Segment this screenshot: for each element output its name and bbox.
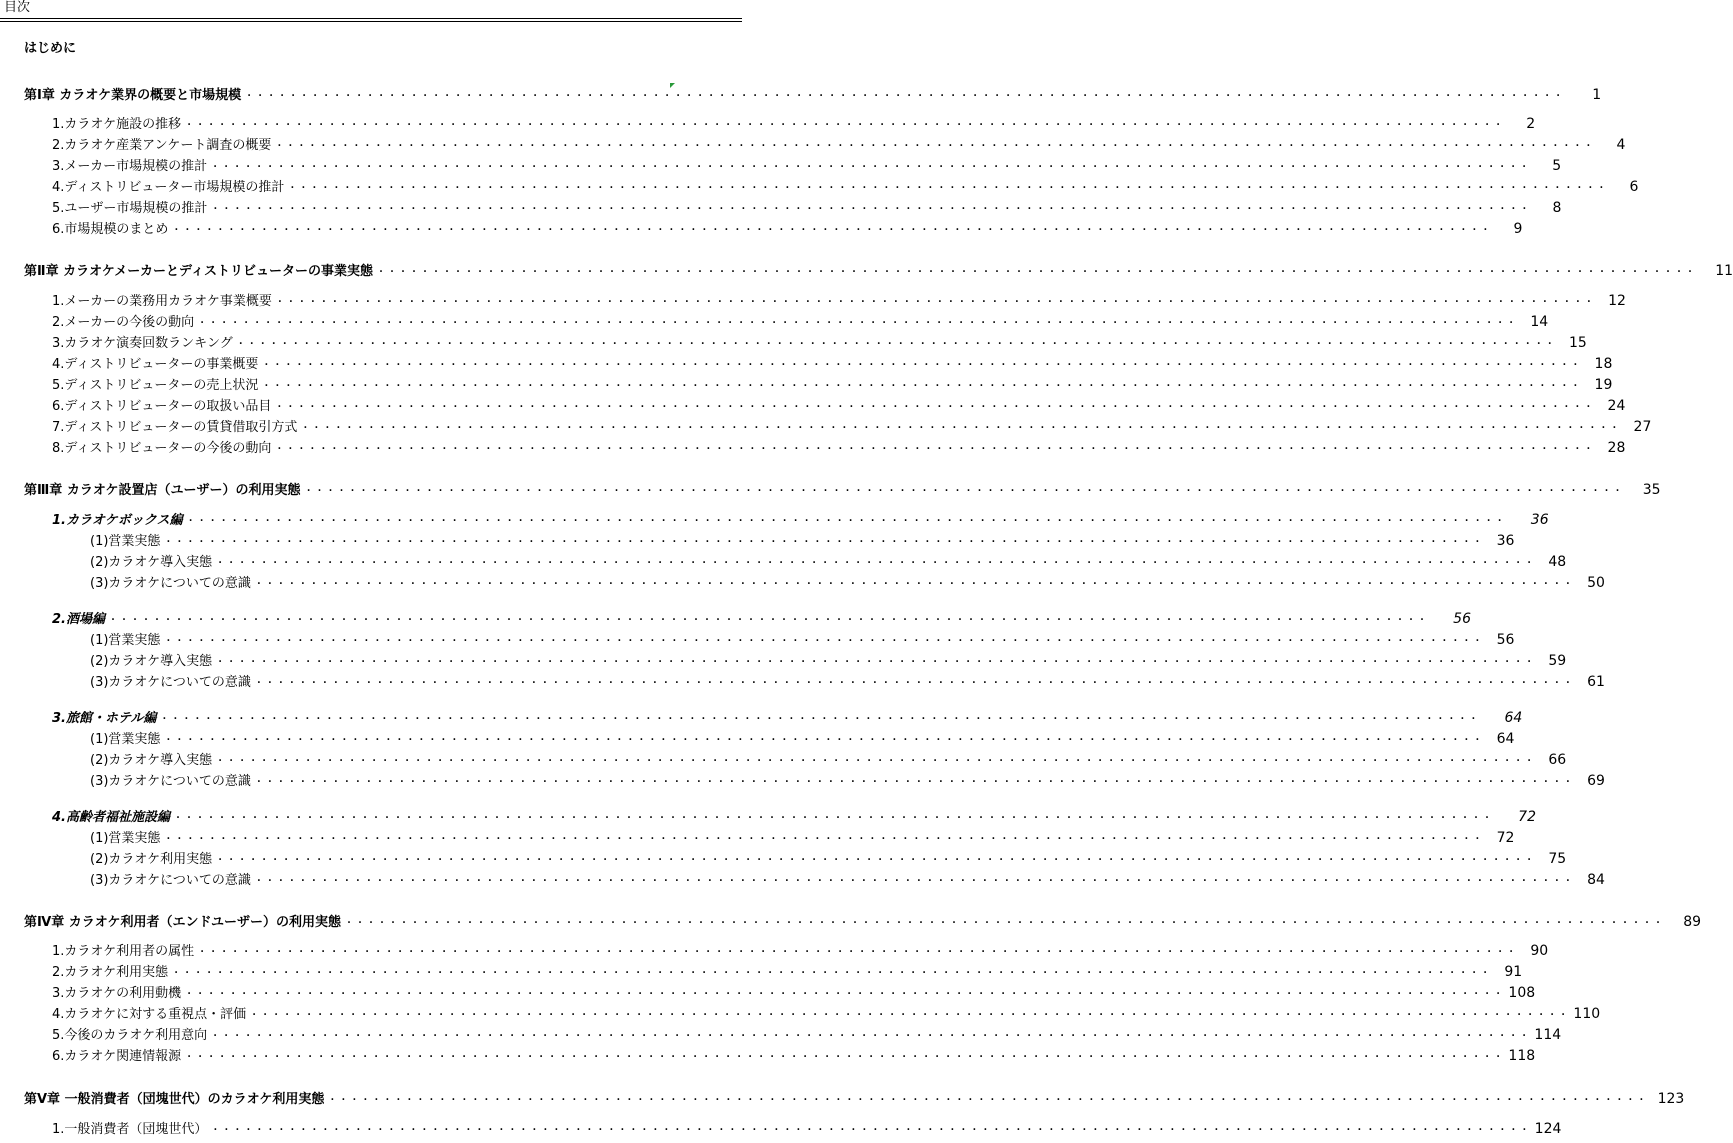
section-entry[interactable]: [52, 199, 1562, 219]
section-entry[interactable]: [52, 942, 1549, 962]
page-number: 9: [1513, 221, 1523, 237]
page-number: 8: [1552, 200, 1562, 216]
entry-label: 第Ⅳ章 カラオケ利用者（エンドユーザー）の利用実態: [24, 915, 342, 930]
entry-label: 1.カラオケ施設の推移: [52, 117, 182, 132]
dot-leader: ・・・・・・・・・・・・・・・・・・・・・・・・・・・・・・・・・・・・・・・・・・・・・・・・・・・・・・・・・・・・・・・・・・・・・・・・・・・・・・・・・・・・・・・・・・・・・・・・・・・・・・・・・・・・・・・・・・・・・・・・: [249, 1010, 1570, 1021]
page-number: 11: [1715, 263, 1733, 279]
entry-label: 4.ディストリビューターの事業概要: [52, 357, 259, 372]
section-entry[interactable]: [52, 963, 1523, 983]
dot-leader: ・・・・・・・・・・・・・・・・・・・・・・・・・・・・・・・・・・・・・・・・・・・・・・・・・・・・・・・・・・・・・・・・・・・・・・・・・・・・・・・・・・・・・・・・・・・・・・・・・・・・・・・・・・・・・・・・・・・・・・・・: [215, 558, 1536, 569]
section-entry[interactable]: [52, 439, 1626, 459]
dot-leader: ・・・・・・・・・・・・・・・・・・・・・・・・・・・・・・・・・・・・・・・・・・・・・・・・・・・・・・・・・・・・・・・・・・・・・・・・・・・・・・・・・・・・・・・・・・・・・・・・・・・・・・・・・・・・・・・・・・・・・・・・: [274, 444, 1595, 455]
dot-leader: ・・・・・・・・・・・・・・・・・・・・・・・・・・・・・・・・・・・・・・・・・・・・・・・・・・・・・・・・・・・・・・・・・・・・・・・・・・・・・・・・・・・・・・・・・・・・・・・・・・・・・・・・・・・・・・・・・・・・・・・・: [253, 678, 1574, 689]
page-number: 56: [1453, 611, 1471, 627]
page-number: 18: [1594, 356, 1613, 372]
entry-label: 2.カラオケ産業アンケート調査の概要: [52, 138, 272, 153]
entry-label: 5.今後のカラオケ利用意向: [52, 1028, 208, 1043]
page-number: 27: [1633, 419, 1652, 435]
dot-leader: ・・・・・・・・・・・・・・・・・・・・・・・・・・・・・・・・・・・・・・・・・・・・・・・・・・・・・・・・・・・・・・・・・・・・・・・・・・・・・・・・・・・・・・・・・・・・・・・・・・・・・・・・・・・・・・・・・・・・・・・・: [163, 537, 1484, 548]
item-entry[interactable]: [90, 730, 1515, 750]
dot-leader: ・・・・・・・・・・・・・・・・・・・・・・・・・・・・・・・・・・・・・・・・・・・・・・・・・・・・・・・・・・・・・・・・・・・・・・・・・・・・・・・・・・・・・・・・・・・・・・・・・・・・・・・・・・・・・・・・・・・・・・・・: [197, 947, 1518, 958]
page-number: 1: [1592, 87, 1602, 103]
dot-leader: ・・・・・・・・・・・・・・・・・・・・・・・・・・・・・・・・・・・・・・・・・・・・・・・・・・・・・・・・・・・・・・・・・・・・・・・・・・・・・・・・・・・・・・・・・・・・・・・・・・・・・・・・・・・・・・・・・・・・・・・・: [215, 657, 1536, 668]
page-number: 124: [1534, 1121, 1562, 1137]
section-entry[interactable]: [52, 418, 1652, 438]
subsection-entry[interactable]: [52, 610, 1471, 630]
entry-label: (3)カラオケについての意識: [90, 774, 251, 789]
entry-label: 3.メーカー市場規模の推計: [52, 159, 208, 174]
entry-label: (3)カラオケについての意識: [90, 675, 251, 690]
dot-leader: ・・・・・・・・・・・・・・・・・・・・・・・・・・・・・・・・・・・・・・・・・・・・・・・・・・・・・・・・・・・・・・・・・・・・・・・・・・・・・・・・・・・・・・・・・・・・・・・・・・・・・・・・・・・・・・・・・・・・・・・・: [159, 714, 1480, 725]
dot-leader: ・・・・・・・・・・・・・・・・・・・・・・・・・・・・・・・・・・・・・・・・・・・・・・・・・・・・・・・・・・・・・・・・・・・・・・・・・・・・・・・・・・・・・・・・・・・・・・・・・・・・・・・・・・・・・・・・・・・・・・・・: [215, 756, 1536, 767]
entry-label: (3)カラオケについての意識: [90, 576, 251, 591]
section-entry[interactable]: [52, 220, 1523, 240]
entry-label: 第Ⅰ章 カラオケ業界の概要と市場規模: [24, 88, 242, 103]
page-number: 6: [1629, 179, 1639, 195]
page-number: 64: [1504, 710, 1523, 726]
entry-label: (1)営業実態: [90, 732, 161, 747]
entry-label: 8.ディストリビューターの今後の動向: [52, 441, 272, 456]
page-number: 118: [1508, 1048, 1536, 1064]
entry-label: 5.ユーザー市場規模の推計: [52, 201, 208, 216]
entry-label: 2.酒場編: [52, 612, 105, 627]
dot-leader: ・・・・・・・・・・・・・・・・・・・・・・・・・・・・・・・・・・・・・・・・・・・・・・・・・・・・・・・・・・・・・・・・・・・・・・・・・・・・・・・・・・・・・・・・・・・・・・・・・・・・・・・・・・・・・・・・・・・・・・・・: [184, 120, 1505, 131]
item-entry[interactable]: [90, 574, 1605, 594]
section-entry[interactable]: [52, 178, 1639, 198]
entry-label: 1.カラオケボックス編: [52, 513, 183, 528]
page-number: 66: [1548, 752, 1567, 768]
section-entry[interactable]: [52, 1026, 1562, 1046]
page-number: 91: [1504, 964, 1523, 980]
dot-leader: ・・・・・・・・・・・・・・・・・・・・・・・・・・・・・・・・・・・・・・・・・・・・・・・・・・・・・・・・・・・・・・・・・・・・・・・・・・・・・・・・・・・・・・・・・・・・・・・・・・・・・・・・・・・・・・・・・・・・・・・・: [376, 267, 1697, 278]
page-number: 84: [1587, 872, 1605, 888]
chapter-entry[interactable]: [24, 262, 1733, 282]
section-entry[interactable]: [52, 1120, 1562, 1140]
dot-leader: ・・・・・・・・・・・・・・・・・・・・・・・・・・・・・・・・・・・・・・・・・・・・・・・・・・・・・・・・・・・・・・・・・・・・・・・・・・・・・・・・・・・・・・・・・・・・・・・・・・・・・・・・・・・・・・・・・・・・・・・・: [210, 162, 1531, 173]
item-entry[interactable]: [90, 829, 1515, 849]
dot-leader: ・・・・・・・・・・・・・・・・・・・・・・・・・・・・・・・・・・・・・・・・・・・・・・・・・・・・・・・・・・・・・・・・・・・・・・・・・・・・・・・・・・・・・・・・・・・・・・・・・・・・・・・・・・・・・・・・・・・・・・・・: [303, 486, 1624, 497]
entry-label: 3.旅館・ホテル編: [52, 711, 157, 726]
dot-leader: ・・・・・・・・・・・・・・・・・・・・・・・・・・・・・・・・・・・・・・・・・・・・・・・・・・・・・・・・・・・・・・・・・・・・・・・・・・・・・・・・・・・・・・・・・・・・・・・・・・・・・・・・・・・・・・・・・・・・・・・・: [107, 615, 1428, 626]
page-number: 59: [1548, 653, 1567, 669]
page-number: 19: [1594, 377, 1613, 393]
dot-leader: ・・・・・・・・・・・・・・・・・・・・・・・・・・・・・・・・・・・・・・・・・・・・・・・・・・・・・・・・・・・・・・・・・・・・・・・・・・・・・・・・・・・・・・・・・・・・・・・・・・・・・・・・・・・・・・・・・・・・・・・・: [163, 735, 1484, 746]
item-entry[interactable]: [90, 673, 1605, 693]
page-number: 69: [1587, 773, 1605, 789]
section-entry[interactable]: [52, 334, 1587, 354]
entry-label: 6.カラオケ関連情報源: [52, 1049, 182, 1064]
section-entry[interactable]: [52, 355, 1613, 375]
dot-leader: ・・・・・・・・・・・・・・・・・・・・・・・・・・・・・・・・・・・・・・・・・・・・・・・・・・・・・・・・・・・・・・・・・・・・・・・・・・・・・・・・・・・・・・・・・・・・・・・・・・・・・・・・・・・・・・・・・・・・・・・・: [274, 402, 1595, 413]
page-number: 28: [1607, 440, 1626, 456]
dot-leader: ・・・・・・・・・・・・・・・・・・・・・・・・・・・・・・・・・・・・・・・・・・・・・・・・・・・・・・・・・・・・・・・・・・・・・・・・・・・・・・・・・・・・・・・・・・・・・・・・・・・・・・・・・・・・・・・・・・・・・・・・: [244, 91, 1565, 102]
header-title: 目次: [4, 0, 31, 15]
entry-label: 1.カラオケ利用者の属性: [52, 944, 195, 959]
entry-label: 5.ディストリビューターの売上状況: [52, 378, 259, 393]
entry-label: (2)カラオケ利用実態: [90, 852, 213, 867]
entry-label: 6.ディストリビューターの取扱い品目: [52, 399, 272, 414]
dot-leader: ・・・・・・・・・・・・・・・・・・・・・・・・・・・・・・・・・・・・・・・・・・・・・・・・・・・・・・・・・・・・・・・・・・・・・・・・・・・・・・・・・・・・・・・・・・・・・・・・・・・・・・・・・・・・・・・・・・・・・・・・: [184, 989, 1505, 1000]
page-number: 2: [1526, 116, 1536, 132]
dot-leader: ・・・・・・・・・・・・・・・・・・・・・・・・・・・・・・・・・・・・・・・・・・・・・・・・・・・・・・・・・・・・・・・・・・・・・・・・・・・・・・・・・・・・・・・・・・・・・・・・・・・・・・・・・・・・・・・・・・・・・・・・: [215, 855, 1536, 866]
section-entry[interactable]: [52, 115, 1536, 135]
entry-label: (3)カラオケについての意識: [90, 873, 251, 888]
page-number: 90: [1530, 943, 1549, 959]
entry-label: 4.ディストリビューター市場規模の推計: [52, 180, 285, 195]
item-entry[interactable]: [90, 532, 1515, 552]
page-number: 64: [1496, 731, 1515, 747]
dot-leader: ・・・・・・・・・・・・・・・・・・・・・・・・・・・・・・・・・・・・・・・・・・・・・・・・・・・・・・・・・・・・・・・・・・・・・・・・・・・・・・・・・・・・・・・・・・・・・・・・・・・・・・・・・・・・・・・・・・・・・・・・: [344, 918, 1665, 929]
dot-leader: ・・・・・・・・・・・・・・・・・・・・・・・・・・・・・・・・・・・・・・・・・・・・・・・・・・・・・・・・・・・・・・・・・・・・・・・・・・・・・・・・・・・・・・・・・・・・・・・・・・・・・・・・・・・・・・・・・・・・・・・・: [210, 1031, 1531, 1042]
chapter-entry[interactable]: [24, 1090, 1685, 1110]
item-entry[interactable]: [90, 553, 1567, 573]
section-entry[interactable]: [52, 292, 1626, 312]
section-entry[interactable]: [52, 1047, 1536, 1067]
item-entry[interactable]: [90, 850, 1567, 870]
page-number: 72: [1518, 809, 1536, 825]
dot-leader: ・・・・・・・・・・・・・・・・・・・・・・・・・・・・・・・・・・・・・・・・・・・・・・・・・・・・・・・・・・・・・・・・・・・・・・・・・・・・・・・・・・・・・・・・・・・・・・・・・・・・・・・・・・・・・・・・・・・・・・・・: [184, 1052, 1505, 1063]
entry-label: 6.市場規模のまとめ: [52, 222, 169, 237]
entry-label: 4.カラオケに対する重視点・評価: [52, 1007, 247, 1022]
page-number: 4: [1616, 137, 1626, 153]
section-entry[interactable]: [52, 984, 1536, 1004]
page-number: 50: [1587, 575, 1605, 591]
page-number: 56: [1496, 632, 1515, 648]
entry-label: (1)営業実態: [90, 633, 161, 648]
section-entry[interactable]: [52, 157, 1562, 177]
dot-leader: ・・・・・・・・・・・・・・・・・・・・・・・・・・・・・・・・・・・・・・・・・・・・・・・・・・・・・・・・・・・・・・・・・・・・・・・・・・・・・・・・・・・・・・・・・・・・・・・・・・・・・・・・・・・・・・・・・・・・・・・・: [185, 516, 1506, 527]
dot-leader: ・・・・・・・・・・・・・・・・・・・・・・・・・・・・・・・・・・・・・・・・・・・・・・・・・・・・・・・・・・・・・・・・・・・・・・・・・・・・・・・・・・・・・・・・・・・・・・・・・・・・・・・・・・・・・・・・・・・・・・・・: [274, 297, 1595, 308]
dot-leader: ・・・・・・・・・・・・・・・・・・・・・・・・・・・・・・・・・・・・・・・・・・・・・・・・・・・・・・・・・・・・・・・・・・・・・・・・・・・・・・・・・・・・・・・・・・・・・・・・・・・・・・・・・・・・・・・・・・・・・・・・: [163, 834, 1484, 845]
dot-leader: ・・・・・・・・・・・・・・・・・・・・・・・・・・・・・・・・・・・・・・・・・・・・・・・・・・・・・・・・・・・・・・・・・・・・・・・・・・・・・・・・・・・・・・・・・・・・・・・・・・・・・・・・・・・・・・・・・・・・・・・・: [253, 876, 1574, 887]
page-number: 35: [1642, 482, 1661, 498]
entry-label: (2)カラオケ導入実態: [90, 753, 213, 768]
subsection-entry[interactable]: [52, 709, 1523, 729]
entry-label: (2)カラオケ導入実態: [90, 654, 213, 669]
page-number: 110: [1573, 1006, 1601, 1022]
item-entry[interactable]: [90, 631, 1515, 651]
page-number: 36: [1530, 512, 1549, 528]
section-entry[interactable]: [52, 313, 1549, 333]
section-entry[interactable]: [52, 376, 1613, 396]
entry-label: 1.メーカーの業務用カラオケ事業概要: [52, 294, 272, 309]
entry-label: (2)カラオケ導入実態: [90, 555, 213, 570]
entry-label: 3.カラオケ演奏回数ランキング: [52, 336, 233, 351]
item-entry[interactable]: [90, 751, 1567, 771]
entry-label: 1.一般消費者（団塊世代）: [52, 1122, 208, 1137]
entry-label: (1)営業実態: [90, 831, 161, 846]
dot-leader: ・・・・・・・・・・・・・・・・・・・・・・・・・・・・・・・・・・・・・・・・・・・・・・・・・・・・・・・・・・・・・・・・・・・・・・・・・・・・・・・・・・・・・・・・・・・・・・・・・・・・・・・・・・・・・・・・・・・・・・・・: [235, 339, 1556, 350]
page-number: 5: [1552, 158, 1562, 174]
subsection-entry[interactable]: [52, 511, 1549, 531]
entry-label: 2.メーカーの今後の動向: [52, 315, 195, 330]
entry-label: 3.カラオケの利用動機: [52, 986, 182, 1001]
item-entry[interactable]: [90, 772, 1605, 792]
dot-leader: ・・・・・・・・・・・・・・・・・・・・・・・・・・・・・・・・・・・・・・・・・・・・・・・・・・・・・・・・・・・・・・・・・・・・・・・・・・・・・・・・・・・・・・・・・・・・・・・・・・・・・・・・・・・・・・・・・・・・・・・・: [253, 579, 1574, 590]
entry-label: 2.カラオケ利用実態: [52, 965, 169, 980]
intro-heading: はじめに: [24, 41, 77, 56]
page-number: 114: [1534, 1027, 1562, 1043]
page-number: 61: [1587, 674, 1605, 690]
item-entry[interactable]: [90, 652, 1567, 672]
page-number: 72: [1496, 830, 1515, 846]
page-number: 75: [1548, 851, 1567, 867]
entry-label: 7.ディストリビューターの賃貸借取引方式: [52, 420, 298, 435]
dot-leader: ・・・・・・・・・・・・・・・・・・・・・・・・・・・・・・・・・・・・・・・・・・・・・・・・・・・・・・・・・・・・・・・・・・・・・・・・・・・・・・・・・・・・・・・・・・・・・・・・・・・・・・・・・・・・・・・・・・・・・・・・: [171, 968, 1492, 979]
dot-leader: ・・・・・・・・・・・・・・・・・・・・・・・・・・・・・・・・・・・・・・・・・・・・・・・・・・・・・・・・・・・・・・・・・・・・・・・・・・・・・・・・・・・・・・・・・・・・・・・・・・・・・・・・・・・・・・・・・・・・・・・・: [261, 360, 1582, 371]
dot-leader: ・・・・・・・・・・・・・・・・・・・・・・・・・・・・・・・・・・・・・・・・・・・・・・・・・・・・・・・・・・・・・・・・・・・・・・・・・・・・・・・・・・・・・・・・・・・・・・・・・・・・・・・・・・・・・・・・・・・・・・・・: [287, 183, 1608, 194]
dot-leader: ・・・・・・・・・・・・・・・・・・・・・・・・・・・・・・・・・・・・・・・・・・・・・・・・・・・・・・・・・・・・・・・・・・・・・・・・・・・・・・・・・・・・・・・・・・・・・・・・・・・・・・・・・・・・・・・・・・・・・・・・: [210, 204, 1531, 215]
dot-leader: ・・・・・・・・・・・・・・・・・・・・・・・・・・・・・・・・・・・・・・・・・・・・・・・・・・・・・・・・・・・・・・・・・・・・・・・・・・・・・・・・・・・・・・・・・・・・・・・・・・・・・・・・・・・・・・・・・・・・・・・・: [210, 1125, 1531, 1136]
chapter-entry[interactable]: [24, 913, 1702, 933]
page-number: 108: [1508, 985, 1536, 1001]
page-number: 15: [1568, 335, 1587, 351]
entry-label: (1)営業実態: [90, 534, 161, 549]
dot-leader: ・・・・・・・・・・・・・・・・・・・・・・・・・・・・・・・・・・・・・・・・・・・・・・・・・・・・・・・・・・・・・・・・・・・・・・・・・・・・・・・・・・・・・・・・・・・・・・・・・・・・・・・・・・・・・・・・・・・・・・・・: [253, 777, 1574, 788]
entry-label: 第Ⅱ章 カラオケメーカーとディストリビューターの事業実態: [24, 264, 374, 279]
entry-label: 4.高齢者福祉施設編: [52, 810, 170, 825]
dot-leader: ・・・・・・・・・・・・・・・・・・・・・・・・・・・・・・・・・・・・・・・・・・・・・・・・・・・・・・・・・・・・・・・・・・・・・・・・・・・・・・・・・・・・・・・・・・・・・・・・・・・・・・・・・・・・・・・・・・・・・・・・: [327, 1095, 1648, 1106]
section-entry[interactable]: [52, 1005, 1601, 1025]
page-number: 123: [1657, 1091, 1685, 1107]
entry-label: 第Ⅴ章 一般消費者（団塊世代）のカラオケ利用実態: [24, 1092, 325, 1107]
page-number: 12: [1608, 293, 1626, 309]
section-entry[interactable]: [52, 397, 1626, 417]
page-number: 89: [1683, 914, 1702, 930]
subsection-entry[interactable]: [52, 808, 1536, 828]
dot-leader: ・・・・・・・・・・・・・・・・・・・・・・・・・・・・・・・・・・・・・・・・・・・・・・・・・・・・・・・・・・・・・・・・・・・・・・・・・・・・・・・・・・・・・・・・・・・・・・・・・・・・・・・・・・・・・・・・・・・・・・・・: [197, 318, 1518, 329]
dot-leader: ・・・・・・・・・・・・・・・・・・・・・・・・・・・・・・・・・・・・・・・・・・・・・・・・・・・・・・・・・・・・・・・・・・・・・・・・・・・・・・・・・・・・・・・・・・・・・・・・・・・・・・・・・・・・・・・・・・・・・・・・: [274, 141, 1595, 152]
dot-leader: ・・・・・・・・・・・・・・・・・・・・・・・・・・・・・・・・・・・・・・・・・・・・・・・・・・・・・・・・・・・・・・・・・・・・・・・・・・・・・・・・・・・・・・・・・・・・・・・・・・・・・・・・・・・・・・・・・・・・・・・・: [261, 381, 1582, 392]
page-number: 14: [1530, 314, 1549, 330]
page-number: 48: [1548, 554, 1567, 570]
section-entry[interactable]: [52, 136, 1626, 156]
page-number: 24: [1607, 398, 1626, 414]
item-entry[interactable]: [90, 871, 1605, 891]
dot-leader: ・・・・・・・・・・・・・・・・・・・・・・・・・・・・・・・・・・・・・・・・・・・・・・・・・・・・・・・・・・・・・・・・・・・・・・・・・・・・・・・・・・・・・・・・・・・・・・・・・・・・・・・・・・・・・・・・・・・・・・・・: [171, 225, 1492, 236]
chapter-entry[interactable]: [24, 481, 1661, 501]
dot-leader: ・・・・・・・・・・・・・・・・・・・・・・・・・・・・・・・・・・・・・・・・・・・・・・・・・・・・・・・・・・・・・・・・・・・・・・・・・・・・・・・・・・・・・・・・・・・・・・・・・・・・・・・・・・・・・・・・・・・・・・・・: [163, 636, 1484, 647]
page-number: 36: [1496, 533, 1515, 549]
chapter-entry[interactable]: [24, 86, 1602, 106]
entry-label: 第Ⅲ章 カラオケ設置店（ユーザー）の利用実態: [24, 483, 301, 498]
dot-leader: ・・・・・・・・・・・・・・・・・・・・・・・・・・・・・・・・・・・・・・・・・・・・・・・・・・・・・・・・・・・・・・・・・・・・・・・・・・・・・・・・・・・・・・・・・・・・・・・・・・・・・・・・・・・・・・・・・・・・・・・・: [300, 423, 1621, 434]
dot-leader: ・・・・・・・・・・・・・・・・・・・・・・・・・・・・・・・・・・・・・・・・・・・・・・・・・・・・・・・・・・・・・・・・・・・・・・・・・・・・・・・・・・・・・・・・・・・・・・・・・・・・・・・・・・・・・・・・・・・・・・・・: [172, 813, 1493, 824]
